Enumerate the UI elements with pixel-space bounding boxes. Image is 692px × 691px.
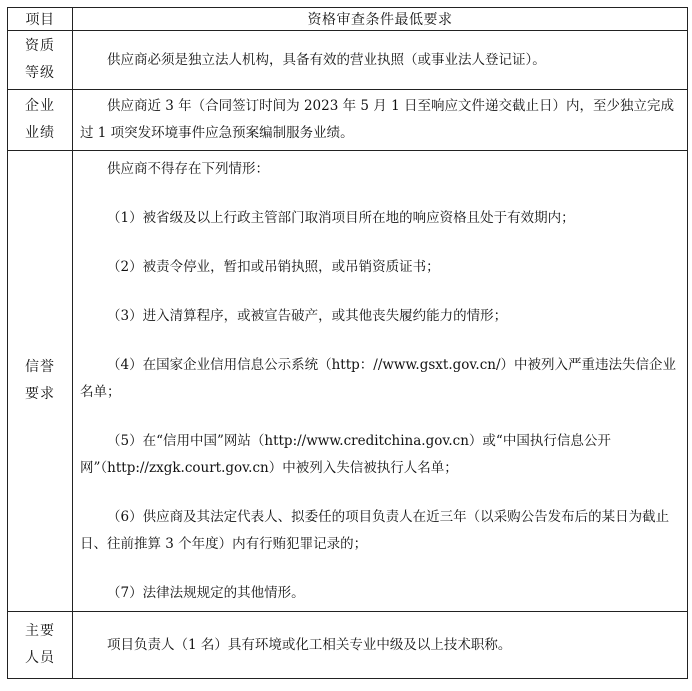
- requirement-item: （7）法律法规规定的其他情形。: [107, 584, 305, 601]
- header-item: 项目: [8, 8, 73, 31]
- row-label: [8, 90, 73, 151]
- row-label-line: 等级: [25, 65, 55, 81]
- qualification-requirements-table: [7, 7, 688, 679]
- row-label-line: 企业: [25, 98, 55, 114]
- requirement-item: （2）被责令停业，暂扣或吊销执照，或吊销资质证书；: [107, 258, 440, 275]
- requirement-item: （6）供应商及其法定代表人、拟委任的项目负责人在近三年（以采购公告发布后的某日为截止日、往前推算 3 个年度）内有行贿犯罪记录的；: [80, 508, 670, 552]
- row-label-line: 主要: [25, 623, 55, 639]
- row-label: [8, 31, 73, 90]
- row-label-line: 要求: [25, 386, 55, 402]
- requirement-text: 供应商必须是独立法人机构，具备有效的营业执照（或事业法人登记证）。: [107, 51, 546, 68]
- table-row-performance: [8, 90, 688, 151]
- row-label-line: 信誉: [25, 359, 55, 375]
- row-label-line: 资质: [25, 38, 55, 54]
- row-label-line: 人员: [25, 650, 55, 666]
- row-label: [8, 612, 73, 679]
- table-row-qualification-level: [8, 31, 688, 90]
- row-label-line: 业绩: [25, 125, 55, 141]
- row-content: [73, 612, 688, 679]
- requirement-item: （1）被省级及以上行政主管部门取消项目所在地的响应资格且处于有效期内；: [107, 209, 575, 226]
- table-header-row: [8, 8, 688, 31]
- requirement-text: 项目负责人（1 名）具有环境或化工相关专业中级及以上技术职称。: [107, 636, 512, 653]
- requirement-item: （5）在“信用中国”网站（http://www.creditchina.gov.cn）或“中国执行信息公开网”（http://zxgk.court.gov.cn）中被列入失信被执行人名单；: [80, 432, 611, 476]
- row-label: [8, 151, 73, 612]
- row-content: [73, 31, 688, 90]
- row-content: [73, 151, 688, 612]
- header-requirements: 资格审查条件最低要求: [73, 8, 688, 31]
- requirement-item: （4）在国家企业信用信息公示系统（http：//www.gsxt.gov.cn/）中被列入严重违法失信企业名单；: [80, 356, 677, 400]
- requirement-item: （3）进入清算程序，或被宣告破产，或其他丧失履约能力的情形；: [107, 307, 508, 324]
- table-row-credit: [8, 151, 688, 612]
- table-row-key-personnel: [8, 612, 688, 679]
- row-content: [73, 90, 688, 151]
- requirement-text: 供应商不得存在下列情形：: [107, 160, 269, 177]
- requirement-text: 供应商近 3 年（合同签订时间为 2023 年 5 月 1 日至响应文件递交截止日）内，至少独立完成过 1 项突发环境事件应急预案编制服务业绩。: [80, 98, 674, 141]
